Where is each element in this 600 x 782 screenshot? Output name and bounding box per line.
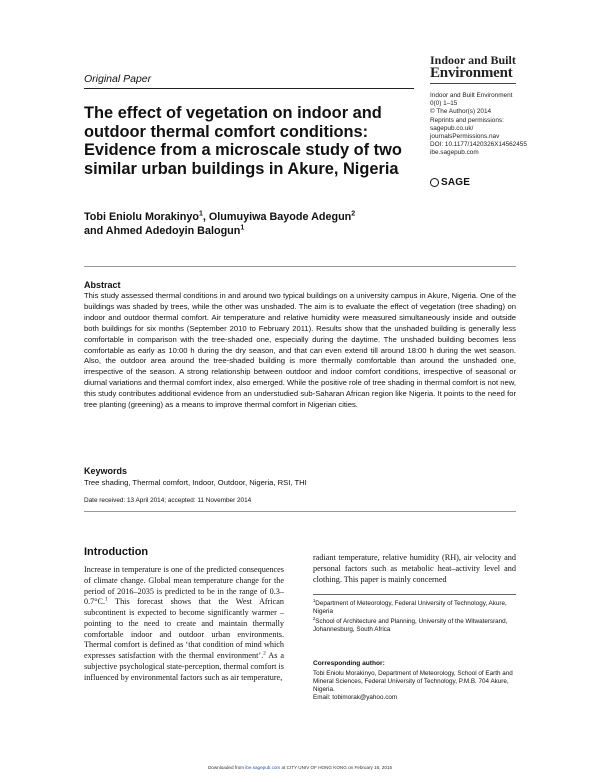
publisher-name: SAGE [441, 177, 471, 188]
footer-suffix: at CITY UNIV OF HONG KONG on February 16, 2015 [280, 765, 393, 770]
introduction-column-2: radiant temperature, relative humidity (RH), air velocity and personal factors such as metabolic heat–activity level and clothing. This paper is mainly concerned [313, 553, 516, 584]
meta-journal-name: Indoor and Built Environment [430, 92, 513, 99]
footnote-text: School of Architecture and Planning, University of the Witwatersrand, Johannesburg, South Africa [313, 618, 508, 633]
abstract-rule [84, 266, 516, 267]
meta-permissions-link[interactable]: journalsPermissions.nav [430, 133, 500, 141]
meta-journal-url[interactable]: ibe.sagepub.com [430, 149, 479, 157]
author-1: Tobi Eniolu Morakinyo [84, 211, 199, 223]
meta-doi[interactable]: DOI: 10.1177/1420326X14562455 [430, 141, 527, 149]
meta-reprints-link[interactable]: sagepub.co.uk/ [430, 124, 474, 132]
footnote-number: 1 [313, 597, 316, 603]
footnote-affiliation-2 [313, 615, 516, 634]
logo-rule [430, 83, 516, 84]
citation-2[interactable]: 2 [263, 650, 266, 657]
keywords-text: Tree shading, Thermal comfort, Indoor, Outdoor, Nigeria, RSI, THI [84, 478, 307, 487]
intro-text-a: Increase in temperature is one of the predicted consequences of climate change. Global mean temperature change for the period of 2016–2035 is predicted to be in the range of 0.3–0.7°C. [84, 565, 284, 607]
corresponding-author-details [313, 670, 516, 702]
abstract-heading: Abstract [84, 280, 121, 290]
header-rule [84, 88, 414, 89]
footnote-affiliation-1 [313, 597, 516, 616]
meta-reprints: Reprints and permissions: [430, 116, 504, 124]
footnote-text: Department of Meteorology, Federal University of Technology, Akure, Nigeria [313, 600, 507, 615]
meta-copyright: © The Author(s) 2014 [430, 108, 492, 116]
journal-logo-line2: Environment [430, 65, 513, 82]
paper-title: The effect of vegetation on indoor and outdoor thermal comfort conditions: Evidence from a microscale study of two similar urban buildings in Akure, Nigeria [84, 104, 402, 178]
dates-received: Date received: 13 April 2014; accepted: 11 November 2014 [84, 497, 252, 504]
corresponding-author-heading: Corresponding author: [313, 660, 385, 667]
journal-logo [430, 55, 516, 81]
author-2: , Olumuyiwa Bayode Adegun [202, 211, 352, 223]
footnote-number: 2 [313, 615, 316, 621]
sage-logo-icon [430, 178, 439, 187]
author-3-affiliation: 1 [240, 224, 245, 232]
citation-1[interactable]: 1 [105, 596, 108, 603]
keywords-heading: Keywords [84, 466, 128, 476]
abstract-text: This study assessed thermal conditions in and around two typical buildings on a university campus in Akure, Nigeria. One of the buildings was shaded by trees, while the other was unshaded. The aim is to evaluate the effect of vegetation (tree shading) on indoor and outdoor thermal comfort. Air temperature and relative humidity were measured simultaneously inside and outside both buildings for six months (September 2010 to February 2011). Results show that the unshaded building is generally less comfortable in comparison with the tree-shaded one, especially during the daytime. The unshaded building becomes less comfortable as early as 10:00 h during the dry season, and that can even extend till around 18:00 h during the wet season. Also, the outdoor area around the tree-shaded building is more thermally comfortable than around the unshaded one, irrespective of the season. A strong relationship between outdoor and indoor comfort conditions, irrespective of seasonal or diurnal variations and thermal comfort index, also emerged. While the positive role of tree shading in thermal comfort is not new, this study contributes additional evidence from an understudied sub-Saharan African region like Nigeria. It points to the need for tree planting (greening) as a means to improve thermal comfort in Nigerian cities. [84, 291, 516, 410]
journal-logo-line1: Indoor and Built [430, 53, 516, 67]
section-rule [84, 511, 516, 512]
intro-text-c: As a subjective psychological state-perception, thermal comfort is influenced by environmental factors such as air temperature, [84, 651, 284, 682]
author-2-affiliation: 2 [351, 210, 356, 218]
meta-volume: 0(0) 1–15 [430, 100, 458, 108]
download-footer [0, 765, 600, 770]
author-3: and Ahmed Adedoyin Balogun [84, 225, 241, 237]
introduction-heading: Introduction [84, 546, 149, 558]
author-1-affiliation: 1 [198, 210, 203, 218]
corresponding-author-email[interactable]: Email: tobimorak@yahoo.com [313, 693, 398, 701]
author-list [84, 210, 414, 238]
publisher-logo [430, 177, 470, 188]
footer-link[interactable]: ibe.sagepub.com [245, 765, 281, 770]
intro-text-b: This forecast shows that the West African subcontinent is expected to become significantly warmer – pointing to the need to create and maintain thermally comfortable indoor and outdoor urban environments. Thermal comfort is defined as ‘that condition of mind which expresses satisfaction with the thermal environment’. [84, 597, 284, 660]
footnote-rule [313, 594, 516, 595]
article-type-label: Original Paper [84, 73, 152, 85]
introduction-column-1 [84, 565, 284, 683]
corresponding-author-address: Tobi Eniolu Morakinyo, Department of Meteorology, School of Earth and Mineral Sciences, Federal University of Technology, P.M.B. 704 Akure, Nigeria. [313, 670, 513, 693]
footer-prefix: Downloaded from [207, 765, 246, 770]
journal-meta [430, 92, 550, 158]
